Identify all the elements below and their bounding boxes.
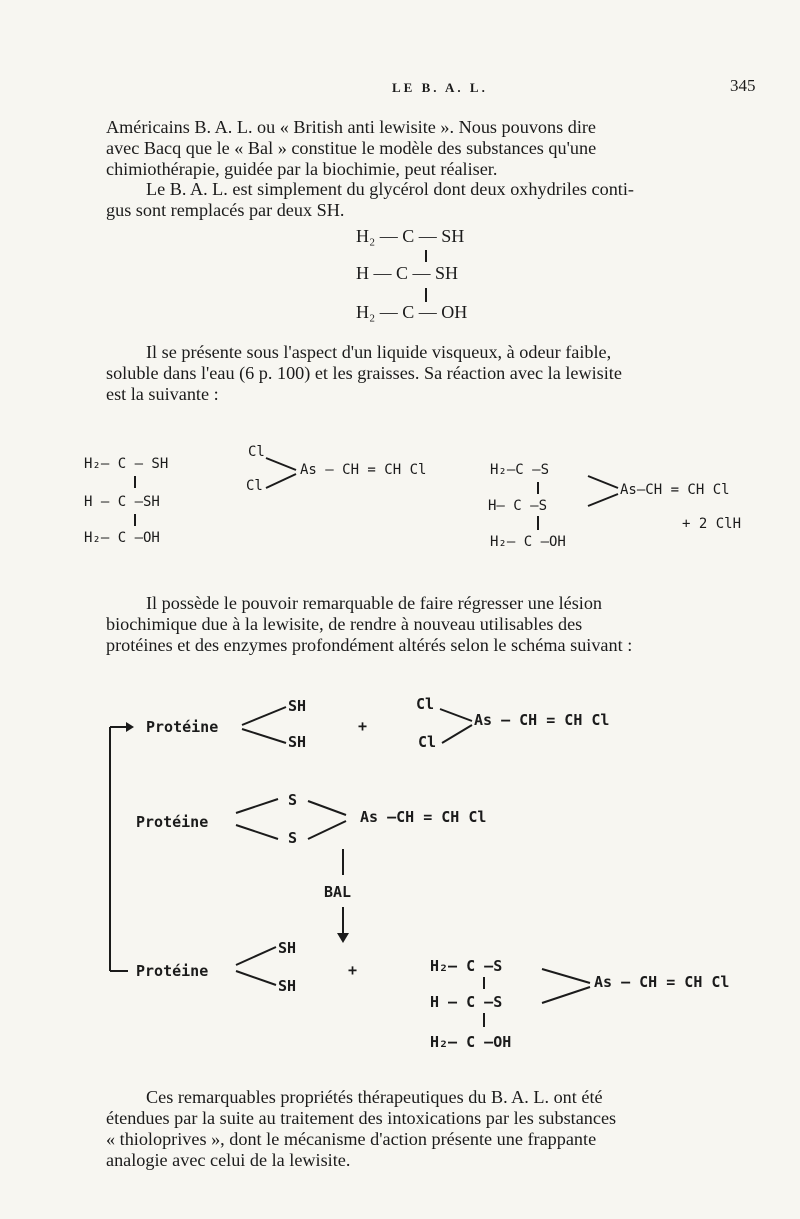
scheme-product-row-3: H₂— C —OH (430, 1033, 512, 1051)
bond-line (242, 729, 286, 743)
bond-line (266, 474, 296, 488)
text-line: Il se présente sous l'aspect d'un liquide visqueux, à odeur faible, (146, 342, 612, 362)
paragraph-4 (106, 593, 752, 656)
bond-line (308, 821, 346, 839)
text-line: Ces remarquables propriétés thérapeutiques du B. A. L. ont été (146, 1087, 603, 1107)
bond-line (588, 476, 618, 488)
text-line: est la suivante : (106, 384, 219, 404)
product-hcl: + 2 ClH (682, 516, 742, 532)
protein-scheme (100, 685, 790, 1065)
text-line: « thioloprives », dont le mécanisme d'action présente une frappante (106, 1129, 597, 1149)
bond-line (236, 799, 278, 813)
reaction-bal-row-1: H₂— C — SH (84, 456, 169, 472)
bond-line (542, 987, 590, 1003)
lewisite-chain: As — CH = CH Cl (300, 462, 427, 478)
bal-label: BAL (324, 883, 352, 901)
paragraph-3 (106, 342, 752, 405)
lewisite-chain-2: As —CH = CH Cl (360, 808, 487, 826)
lewisite-chain-3: As — CH = CH Cl (594, 973, 730, 991)
formula-row-3: H₂ — C — OH (356, 302, 468, 322)
arrow-down-icon (337, 933, 349, 943)
running-header: LE B. A. L. (392, 80, 488, 95)
product-row-2: H— C —S (488, 498, 548, 514)
product-row-1: H₂—C —S (490, 462, 550, 478)
plus-sign-3: + (348, 961, 358, 979)
paragraph-2 (106, 179, 752, 221)
text-line: biochimique due à la lewisite, de rendre à nouveau utilisables des (106, 614, 583, 634)
text-line: soluble dans l'eau (6 p. 100) et les graisses. Sa réaction avec la lewisite (106, 363, 622, 383)
scheme-product-row-1: H₂— C —S (430, 957, 503, 975)
bond-line (542, 969, 590, 983)
sh-bottom-1: SH (288, 733, 307, 751)
text-line: Américains B. A. L. ou « British anti lewisite ». Nous pouvons dire (106, 117, 597, 137)
sulfur-bottom: S (288, 829, 298, 847)
text-line: étendues par la suite au traitement des intoxications par les substances (106, 1108, 617, 1128)
bond-line (588, 494, 618, 506)
text-line: avec Bacq que le « Bal » constitue le modèle des substances qu'une (106, 138, 597, 158)
page-number: 345 (730, 76, 756, 95)
protein-label-3: Protéine (136, 962, 209, 980)
lewisite-cl-bottom: Cl (246, 478, 263, 494)
text-line: chimiothérapie, guidée par la biochimie, peut réaliser. (106, 159, 498, 179)
product-row-3: H₂— C —OH (490, 534, 566, 550)
bond-line (242, 707, 286, 725)
sh-top-3: SH (278, 939, 297, 957)
text-line: gus sont remplacés par deux SH. (106, 200, 345, 220)
lewisite-cl-top: Cl (416, 695, 435, 713)
sh-top-1: SH (288, 697, 307, 715)
text-line: Il possède le pouvoir remarquable de faire régresser une lésion (146, 593, 603, 613)
lewisite-cl-top: Cl (248, 444, 265, 460)
bond-line (236, 971, 276, 985)
reaction-bal-row-3: H₂— C —OH (84, 530, 160, 546)
protein-label-1: Protéine (146, 718, 219, 736)
bond-line (440, 709, 472, 721)
bal-formula (350, 222, 510, 330)
lewisite-reaction (80, 436, 780, 556)
arrow-right-icon (126, 722, 134, 732)
bond-line (266, 458, 296, 470)
text-line: analogie avec celui de la lewisite. (106, 1150, 351, 1170)
bond-line (236, 947, 276, 965)
formula-row-2: H — C — SH (356, 263, 459, 283)
text-line: protéines et des enzymes profondément altérés selon le schéma suivant : (106, 635, 633, 655)
bond-line (308, 801, 346, 815)
sh-bottom-3: SH (278, 977, 297, 995)
lewisite-chain-1: As — CH = CH Cl (474, 711, 610, 729)
reaction-bal-row-2: H — C —SH (84, 494, 160, 510)
lewisite-cl-bottom: Cl (418, 733, 437, 751)
bond-line (442, 725, 472, 743)
product-chain: As—CH = CH Cl (620, 482, 730, 498)
formula-row-1: H₂ — C — SH (356, 226, 465, 246)
paragraph-1 (106, 117, 752, 180)
bond-line (236, 825, 278, 839)
plus-sign-1: + (358, 717, 368, 735)
text-line: Le B. A. L. est simplement du glycérol dont deux oxhydriles conti- (146, 179, 634, 199)
protein-label-2: Protéine (136, 813, 209, 831)
scheme-product-row-2: H — C —S (430, 993, 503, 1011)
paragraph-5 (106, 1087, 752, 1171)
sulfur-top: S (288, 791, 298, 809)
